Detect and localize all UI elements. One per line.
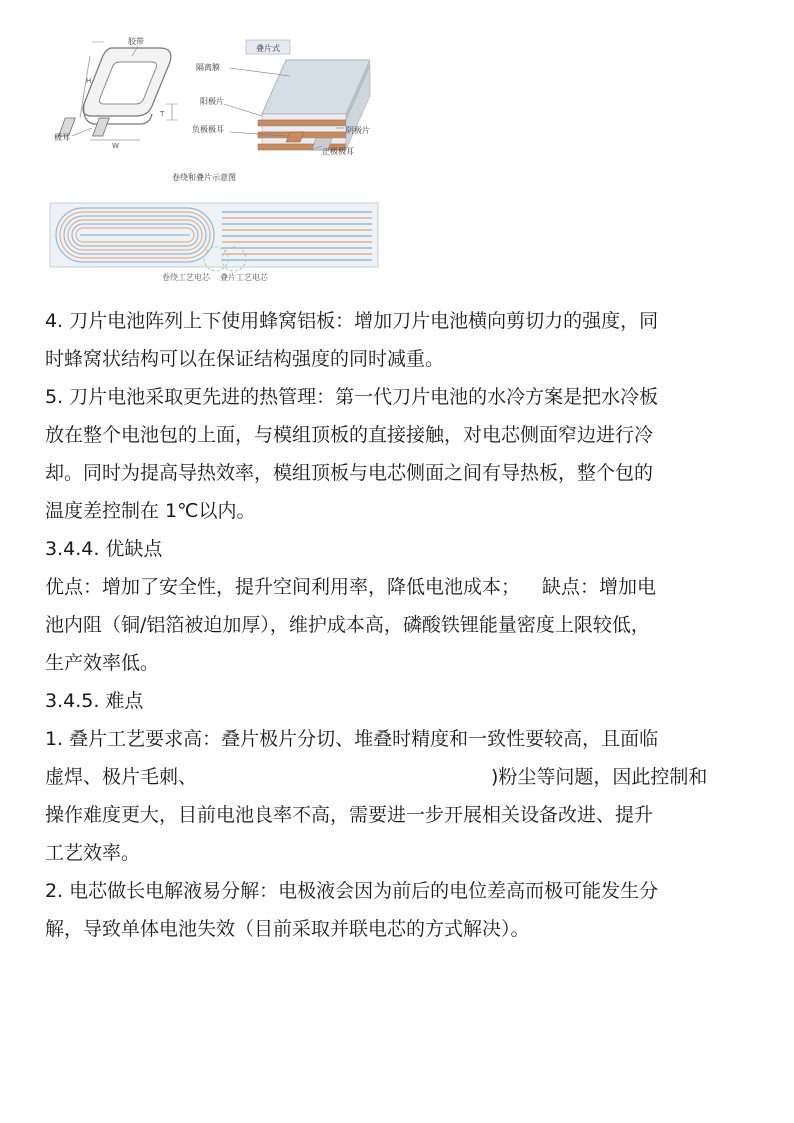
paragraph-4-line: 4. 刀片电池阵列上下使用蜂窝铝板：增加刀片电池横向剪切力的强度，同 [45, 310, 659, 332]
tab-label: 极耳 [54, 133, 70, 142]
paragraph-5-line: 温度差控制在 1℃以内。 [45, 500, 256, 522]
section-heading-3-4-5: 3.4.5. 难点 [45, 690, 144, 712]
t-label: T [160, 110, 165, 118]
pros-text: 优点：增加了安全性，提升空间利用率，降低电池成本； [45, 576, 521, 598]
paragraph-5-line: 却。同时为提高导热效率，模组顶板与电芯侧面之间有导热板，整个包的 [45, 462, 654, 484]
anode-sheet-label: 阴极片 [346, 126, 370, 135]
paragraph-4-line: 时蜂窝状结构可以在保证结构强度的同时减重。 [45, 348, 445, 370]
paragraph-5-line: 5. 刀片电池采取更先进的热管理：第一代刀片电池的水冷方案是把水冷板 [45, 386, 659, 408]
difficulty-1-text-a: 虚焊、极片毛刺、 [45, 766, 198, 788]
stack-title: 叠片式 [256, 44, 280, 53]
separator-label: 隔离膜 [196, 63, 220, 72]
difficulty-1-line [45, 758, 750, 796]
document-body [45, 302, 750, 948]
difficulty-2-line: 2. 电芯做长电解液易分解：电极液会因为前后的电位差高而极可能发生分 [45, 880, 659, 902]
tape-label: 胶带 [128, 37, 144, 46]
stacked-cell-diagram [192, 40, 370, 156]
cons-text: 缺点：增加电 [542, 576, 657, 598]
difficulty-1-line: 1. 叠片工艺要求高：叠片极片分切、堆叠时精度和一致性要较高，且面临 [45, 728, 659, 750]
wound-caption: 卷绕工艺电芯 [162, 273, 210, 282]
pros-cons-line: 池内阻（铜/铝箔被迫加厚），维护成本高，磷酸铁锂能量密度上限较低， [45, 614, 650, 636]
figure-caption: 卷绕和叠片示意图 [172, 173, 236, 182]
difficulty-1-line: 操作难度更大，目前电池良率不高，需要进一步开展相关设备改进、提升 [45, 804, 654, 826]
negative-tab-label: 负极极耳 [192, 125, 224, 134]
h-label: H [86, 77, 92, 85]
winding-stacking-figure [40, 28, 386, 290]
wound-cell-diagram [54, 36, 178, 150]
section-heading-3-4-4: 3.4.4. 优缺点 [45, 538, 163, 560]
w-label: W [112, 142, 119, 150]
difficulty-1-text-b: )粉尘等问题，因此控制和 [491, 766, 708, 788]
paragraph-5-line: 放在整个电池包的上面，与模组顶板的直接接触，对电芯侧面窄边进行冷 [45, 424, 654, 446]
cathode-sheet-label: 阳极片 [200, 97, 224, 106]
difficulty-2-line: 解，导致单体电池失效（目前采取并联电芯的方式解决）。 [45, 918, 530, 940]
process-comparison-panel [50, 203, 378, 282]
difficulty-1-line: 工艺效率。 [45, 842, 141, 864]
pros-cons-line: 生产效率低。 [45, 652, 160, 674]
positive-tab-label: 正极极耳 [322, 147, 354, 156]
stacked-caption: 叠片工艺电芯 [220, 273, 268, 282]
pros-cons-line [45, 568, 750, 606]
